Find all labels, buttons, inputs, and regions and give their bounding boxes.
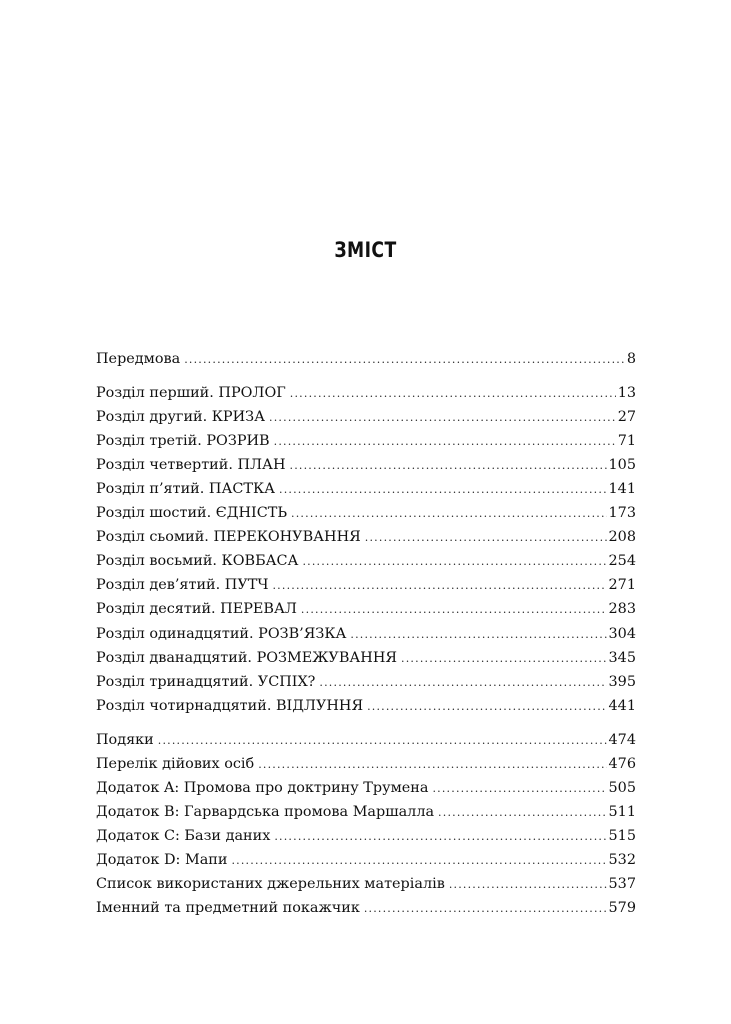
toc-entry-page-number: 476 <box>608 755 636 772</box>
dot-leader <box>302 550 606 574</box>
dot-leader <box>432 777 606 801</box>
dot-leader <box>290 454 607 478</box>
toc-entry-title: Розділ одинадцятий. РОЗВ’ЯЗКА <box>96 625 347 642</box>
toc-entry <box>96 525 636 549</box>
dot-leader <box>319 671 606 695</box>
dot-leader <box>158 729 607 753</box>
toc-entry-page-number: 141 <box>608 481 636 498</box>
toc-entry-title: Розділ другий. КРИЗА <box>96 409 266 426</box>
toc-entry-page-number: 283 <box>608 601 636 618</box>
toc-entry <box>96 477 636 501</box>
dot-leader <box>279 478 607 502</box>
toc-entry-title: Розділ третій. РОЗРИВ <box>96 433 270 450</box>
toc-entry-page-number: 27 <box>617 409 636 426</box>
toc-entry-page-number: 304 <box>608 625 636 642</box>
toc-entry-page-number: 511 <box>608 803 636 820</box>
toc-entry-title: Розділ чотирнадцятий. ВІДЛУННЯ <box>96 697 364 714</box>
toc-entry-title: Розділ дев’ятий. ПУТЧ <box>96 577 269 594</box>
toc-entry-page-number: 345 <box>608 649 636 666</box>
toc-entry <box>96 453 636 477</box>
toc-entry-title: Розділ четвертий. ПЛАН <box>96 457 286 474</box>
toc-entry-title: Розділ п’ятий. ПАСТКА <box>96 481 276 498</box>
toc-entry-page-number: 71 <box>617 433 636 450</box>
toc-entry-page-number: 254 <box>608 553 636 570</box>
page-title: ЗМІСТ <box>334 238 397 262</box>
toc-entry <box>96 573 636 597</box>
dot-leader <box>365 526 607 550</box>
toc-entry-page-number: 505 <box>608 779 636 796</box>
toc-entry-title: Розділ перший. ПРОЛОГ <box>96 385 286 402</box>
toc-entry-title: Список використаних джерельних матеріалів <box>96 875 445 892</box>
toc-entry-title: Додаток C: Бази даних <box>96 827 271 844</box>
dot-leader <box>258 753 606 777</box>
toc-entry-title: Подяки <box>96 731 154 748</box>
toc-entry <box>96 872 636 896</box>
dot-leader <box>269 406 616 430</box>
dot-leader <box>274 825 606 849</box>
group-spacer <box>96 718 636 728</box>
toc-entry-title: Розділ тринадцятий. УСПІХ? <box>96 673 316 690</box>
toc-entry <box>96 728 636 752</box>
toc-entry-page-number: 537 <box>608 875 636 892</box>
toc-entry <box>96 622 636 646</box>
toc-entry <box>96 549 636 573</box>
dot-leader <box>290 382 616 406</box>
dot-leader <box>449 873 607 897</box>
toc-entry <box>96 752 636 776</box>
toc-entry-title: Перелік дійових осіб <box>96 755 255 772</box>
dot-leader <box>350 623 606 647</box>
toc-entry-title: Розділ шостий. ЄДНІСТЬ <box>96 505 288 522</box>
dot-leader <box>301 598 607 622</box>
toc-entry <box>96 347 636 371</box>
toc-entry <box>96 824 636 848</box>
toc-entry <box>96 381 636 405</box>
toc-entry <box>96 800 636 824</box>
toc-entry-page-number: 515 <box>608 827 636 844</box>
dot-leader <box>401 647 607 671</box>
toc-entry-title: Розділ дванадцятий. РОЗМЕЖУВАННЯ <box>96 649 398 666</box>
toc-entry-page-number: 532 <box>608 851 636 868</box>
group-spacer <box>96 371 636 381</box>
dot-leader <box>364 897 607 921</box>
dot-leader <box>367 695 606 719</box>
dot-leader <box>274 430 616 454</box>
dot-leader <box>272 574 606 598</box>
toc-entry <box>96 501 636 525</box>
toc-entry-title: Іменний та предметний покажчик <box>96 900 360 917</box>
toc-entry <box>96 896 636 920</box>
toc-entry <box>96 405 636 429</box>
toc-entry-page-number: 395 <box>608 673 636 690</box>
toc-entry-page-number: 173 <box>608 505 636 522</box>
toc-entry <box>96 597 636 621</box>
toc-entry-title: Розділ восьмий. КОВБАСА <box>96 553 299 570</box>
toc-entry <box>96 694 636 718</box>
toc-entry-title: Додаток A: Промова про доктрину Трумена <box>96 779 429 796</box>
toc-entry <box>96 848 636 872</box>
toc-entry-title: Передмова <box>96 351 181 367</box>
table-of-contents <box>96 347 636 920</box>
toc-entry-page-number: 105 <box>608 457 636 474</box>
dot-leader <box>291 502 607 526</box>
toc-entry-page-number: 579 <box>608 900 636 917</box>
dot-leader <box>184 348 625 372</box>
toc-entry-page-number: 13 <box>617 385 636 402</box>
toc-entry-title: Додаток D: Мапи <box>96 851 228 868</box>
toc-entry-title: Розділ сьомий. ПЕРЕКОНУВАННЯ <box>96 529 361 546</box>
toc-entry-page-number: 208 <box>608 529 636 546</box>
dot-leader <box>438 801 606 825</box>
toc-entry <box>96 776 636 800</box>
dot-leader <box>231 849 606 873</box>
toc-entry <box>96 429 636 453</box>
toc-entry <box>96 646 636 670</box>
toc-entry-page-number: 441 <box>608 697 636 714</box>
toc-entry-title: Додаток B: Гарвардська промова Маршалла <box>96 803 435 820</box>
toc-entry-page-number: 271 <box>608 577 636 594</box>
toc-entry-page-number: 474 <box>608 731 636 748</box>
toc-entry-page-number: 8 <box>626 351 636 367</box>
toc-entry <box>96 670 636 694</box>
toc-entry-title: Розділ десятий. ПЕРЕВАЛ <box>96 601 297 618</box>
